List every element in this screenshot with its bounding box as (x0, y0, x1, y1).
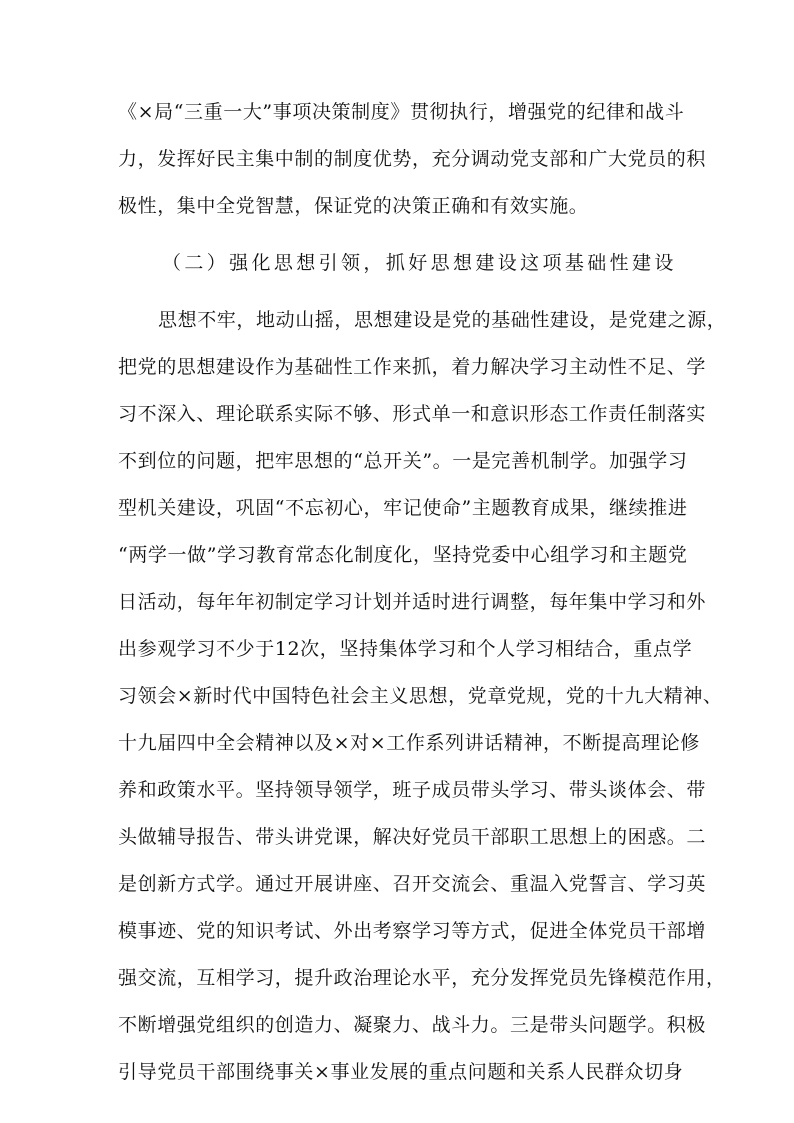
section-heading: （二）强化思想引领，抓好思想建设这项基础性建设 (162, 252, 674, 274)
paragraph-line: 模事迹、党的知识考试、外出考察学习等方式，促进全体党员干部增 (118, 920, 707, 942)
paragraph-line: 强交流，互相学习，提升政治理论水平，充分发挥党员先锋模范作用， (118, 967, 726, 989)
paragraph-line: 头做辅导报告、带头讲党课，解决好党员干部职工思想上的困惑。二 (118, 826, 707, 848)
paragraph-line: 十九届四中全会精神以及×对×工作系列讲话精神，不断提高理论修 (118, 732, 700, 754)
paragraph-line: 日活动，每年年初制定学习计划并适时进行调整，每年集中学习和外 (118, 591, 707, 613)
paragraph-line: 不断增强党组织的创造力、凝聚力、战斗力。三是带头问题学。积极 (118, 1014, 707, 1036)
paragraph-line: 力，发挥好民主集中制的制度优势，充分调动党支部和广大党员的积 (118, 148, 707, 170)
paragraph-line: 习领会×新时代中国特色社会主义思想，党章党规，党的十九大精神、 (118, 685, 723, 707)
paragraph-line: 是创新方式学。通过开展讲座、召开交流会、重温入党誓言、学习英 (118, 873, 707, 895)
paragraph-line: 出参观学习不少于12次，坚持集体学习和个人学习相结合，重点学 (118, 638, 693, 660)
paragraph-line: “两学一做”学习教育常态化制度化，坚持党委中心组学习和主题党 (118, 544, 688, 566)
paragraph-line: 习不深入、理论联系实际不够、形式单一和意识形态工作责任制落实 (118, 403, 707, 425)
paragraph-line: 把党的思想建设作为基础性工作来抓，着力解决学习主动性不足、学 (118, 356, 707, 378)
paragraph-line: 思想不牢，地动山摇，思想建设是党的基础性建设，是党建之源， (158, 309, 727, 331)
paragraph-line: 养和政策水平。坚持领导领学，班子成员带头学习、带头谈体会、带 (118, 779, 707, 801)
paragraph-line: 不到位的问题，把牢思想的“总开关”。一是完善机制学。加强学习 (118, 450, 688, 472)
paragraph-line: 引导党员干部围绕事关×事业发展的重点问题和关系人民群众切身 (118, 1061, 684, 1083)
paragraph-line: 型机关建设，巩固“不忘初心，牢记使命”主题教育成果，继续推进 (118, 497, 688, 519)
paragraph-line: 《×局“三重一大”事项决策制度》贯彻执行，增强党的纪律和战斗 (118, 101, 685, 123)
paragraph-line: 极性，集中全党智慧，保证党的决策正确和有效实施。 (118, 195, 589, 217)
